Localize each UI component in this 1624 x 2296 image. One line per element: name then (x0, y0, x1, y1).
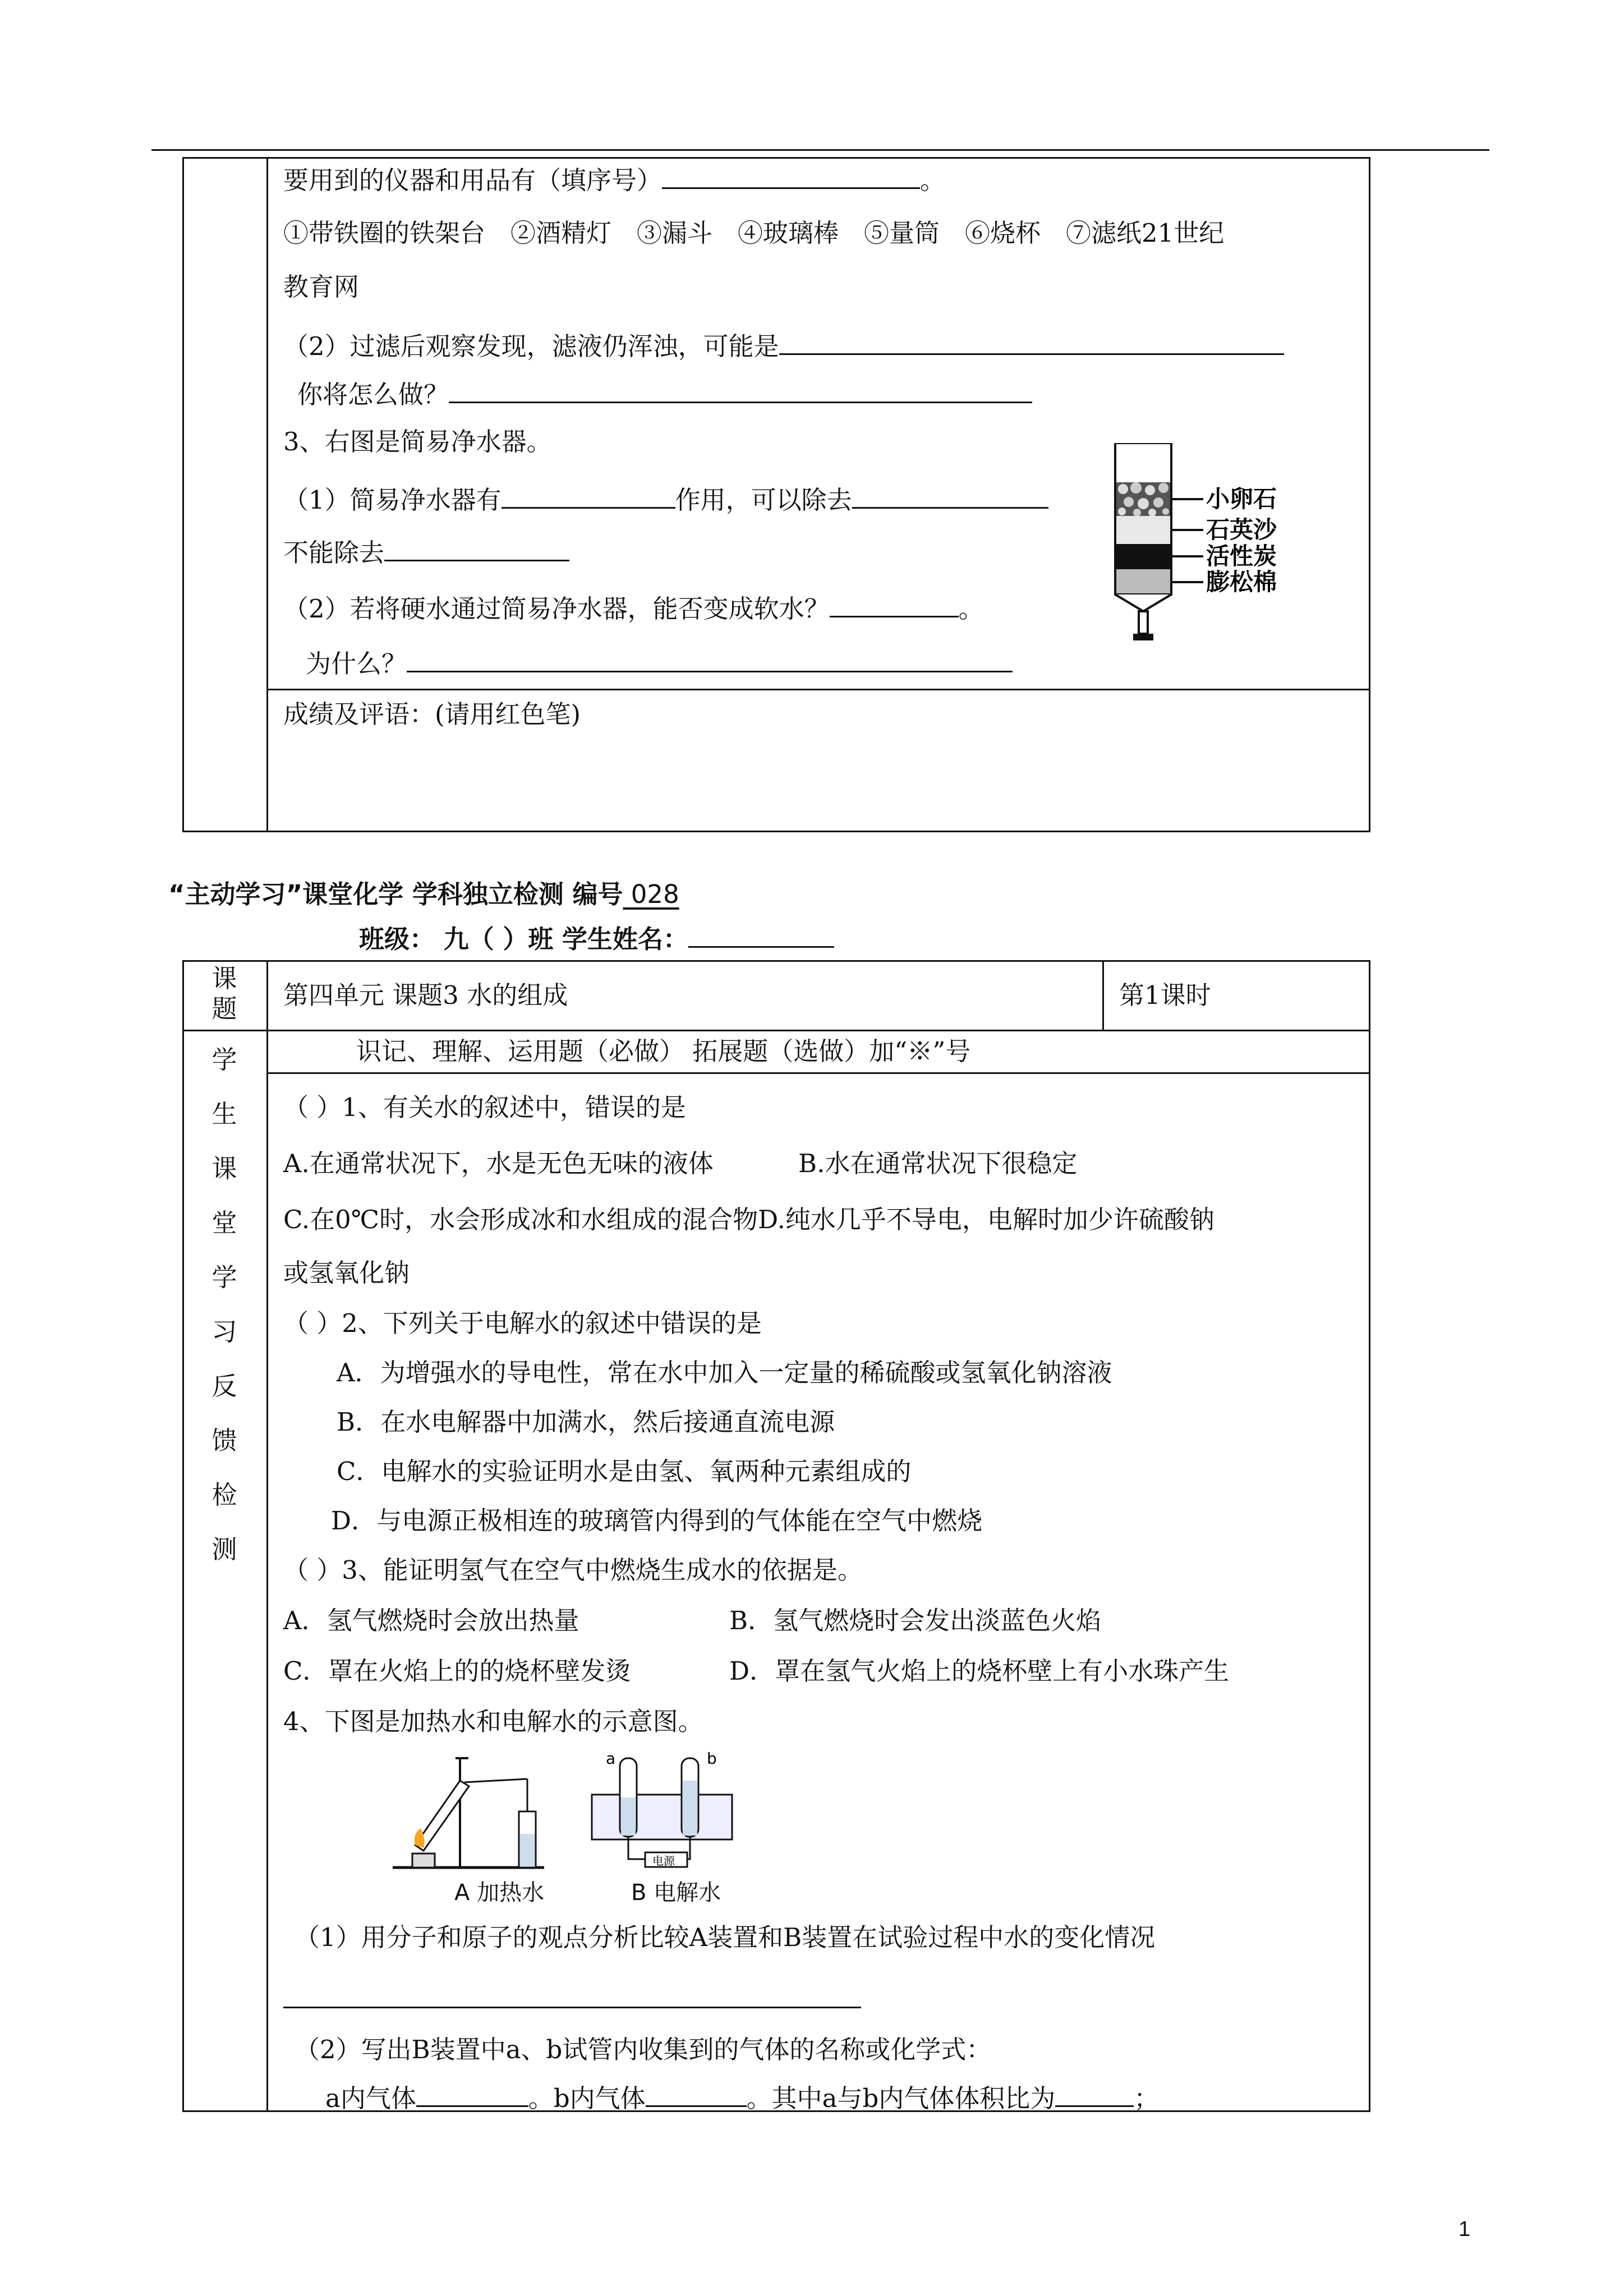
filter-q2-line: （2）过滤后观察发现，滤液仍浑浊，可能是 (283, 329, 1284, 363)
figure-a-caption: A 加热水 (454, 1880, 545, 1906)
q3-option-d: D．罩在氢气火焰上的烧杯壁上有小水珠产生 (729, 1656, 1230, 1686)
worksheet-table-divider (266, 960, 268, 2112)
side-label-2: 课 (211, 1154, 237, 1183)
lesson-cell-divider (1102, 960, 1104, 1030)
page-number: 1 (1459, 2217, 1471, 2241)
q4-part1-answer-line[interactable] (283, 2007, 861, 2008)
q1-option-a: A.在通常状况下，水是无色无味的液体 (283, 1149, 714, 1178)
q4-part2-answers: a内气体 。b内气体 。其中a与b内气体体积比为 ； (325, 2081, 1159, 2115)
filter-how-line: 你将怎么做？ (297, 377, 1032, 412)
purifier-cannot-blank[interactable] (384, 535, 569, 561)
tools-question: 要用到的仪器和用品有（填序号） (283, 165, 663, 195)
purifier-function-blank[interactable] (502, 482, 675, 509)
filter-how-blank[interactable] (449, 377, 1032, 403)
side-label-7: 馈 (211, 1426, 237, 1455)
purifier-q3-2-line: （2）若将硬水通过简易净水器，能否变成软水？ 。 (283, 591, 984, 626)
tools-list: ①带铁圈的铁架台 ②酒精灯 ③漏斗 ④玻璃棒 ⑤量筒 ⑥烧杯 ⑦滤纸21世纪 (283, 218, 1225, 248)
instructions: 识记、理解、运用题（必做） 拓展题（选做）加“※”号 (356, 1036, 971, 1066)
label-cotton: 膨松棉 (1206, 568, 1277, 596)
sand-layer (1116, 516, 1170, 544)
side-label-3: 堂 (211, 1208, 237, 1238)
worksheet-number: 028 (623, 879, 679, 909)
q4: 4、下图是加热水和电解水的示意图。 (283, 1707, 703, 1736)
tools-question-line: 要用到的仪器和用品有（填序号） 。 (283, 163, 945, 197)
q3-option-b: B．氢气燃烧时会发出淡蓝色火焰 (729, 1606, 1102, 1635)
purifier-why-line: 为什么？ (306, 646, 1013, 681)
gas-a-blank[interactable] (416, 2081, 528, 2107)
gas-b-blank[interactable] (646, 2081, 747, 2107)
q1: （ ）1、有关水的叙述中，错误的是 (283, 1092, 686, 1122)
q2: （ ）2、下列关于电解水的叙述中错误的是 (283, 1308, 762, 1338)
purifier-remove-blank[interactable] (852, 482, 1048, 509)
heating-water-figure (393, 1750, 595, 1879)
topic-title: 第四单元 课题3 水的组成 (283, 980, 568, 1010)
tube-b-label: b (707, 1749, 717, 1768)
purifier-cannot-line: 不能除去 (283, 535, 569, 570)
label-sand: 石英沙 (1206, 516, 1277, 543)
continued-table-divider (266, 157, 268, 832)
q2-option-d: D．与电源正极相连的玻璃管内得到的气体能在空气中燃烧 (331, 1506, 983, 1536)
q3-option-c: C．罩在火焰上的的烧杯壁发烫 (283, 1656, 631, 1686)
side-label-9: 测 (211, 1534, 237, 1564)
purifier-q3-1-line: （1）简易净水器有 作用，可以除去 (283, 482, 1048, 517)
volume-ratio-blank[interactable] (1055, 2081, 1134, 2107)
q1-option-b: B.水在通常状况下很稳定 (798, 1149, 1078, 1178)
side-label-8: 检 (211, 1480, 237, 1510)
page-top-rule (151, 149, 1489, 151)
tools-answer-blank[interactable] (662, 163, 920, 189)
cotton-layer (1116, 569, 1170, 593)
side-label-6: 反 (211, 1371, 237, 1401)
purifier-q3-title: 3、右图是简易净水器。 (283, 427, 552, 457)
q1-option-d-cont: 或氢氧化钠 (283, 1258, 410, 1288)
filter-reason-blank[interactable] (779, 329, 1284, 355)
lesson-number: 第1课时 (1119, 980, 1211, 1010)
instruction-row-rule (266, 1072, 1370, 1074)
water-purifier-figure (1105, 443, 1341, 662)
q4-part1: （1）用分子和原子的观点分析比较A装置和B装置在试验过程中水的变化情况 (295, 1922, 1156, 1952)
q2-option-b: B．在水电解器中加满水，然后接通直流电源 (337, 1407, 835, 1437)
q1-option-cd: C.在0℃时，水会形成冰和水组成的混合物D.纯水几乎不导电，电解时加少许硫酸钠 (283, 1205, 1214, 1234)
q3: （ ）3、能证明氢气在空气中燃烧生成水的依据是。 (283, 1555, 863, 1585)
class-line: 班级： 九（ ）班 学生姓名： (359, 921, 834, 956)
tools-list-cont: 教育网 (283, 272, 360, 302)
continued-table-row-rule (266, 689, 1370, 690)
electrolysis-figure (581, 1747, 771, 1876)
label-pebble: 小卵石 (1206, 485, 1277, 513)
softwater-blank[interactable] (830, 591, 959, 617)
label-carbon: 活性炭 (1206, 542, 1277, 570)
side-label-4: 学 (211, 1262, 237, 1292)
why-blank[interactable] (407, 646, 1013, 672)
figure-b-caption: B 电解水 (631, 1880, 721, 1906)
side-label-1: 生 (211, 1099, 237, 1129)
worksheet-header: “主动学习”课堂化学 学科独立检测 编号 028 (168, 879, 679, 909)
topic-label: 课题 (211, 963, 237, 1023)
carbon-layer (1116, 544, 1170, 569)
q2-option-a: A．为增强水的导电性，常在水中加入一定量的稀硫酸或氢氧化钠溶液 (337, 1358, 1112, 1387)
topic-row-rule (182, 1030, 1370, 1031)
q2-option-c: C．电解水的实验证明水是由氢、氧两种元素组成的 (337, 1456, 912, 1486)
q3-option-a: A．氢气燃烧时会放出热量 (283, 1606, 579, 1635)
side-label-5: 习 (211, 1317, 237, 1347)
q4-part2: （2）写出B装置中a、b试管内收集到的气体的名称或化学式： (295, 2035, 992, 2064)
pebble-layer (1116, 482, 1170, 517)
tube-a-label: a (606, 1749, 616, 1768)
student-name-blank[interactable] (688, 921, 834, 948)
power-label: 电源 (652, 1854, 675, 1868)
grade-label: 成绩及评语：(请用红色笔) (283, 699, 581, 729)
side-label-0: 学 (211, 1045, 237, 1075)
